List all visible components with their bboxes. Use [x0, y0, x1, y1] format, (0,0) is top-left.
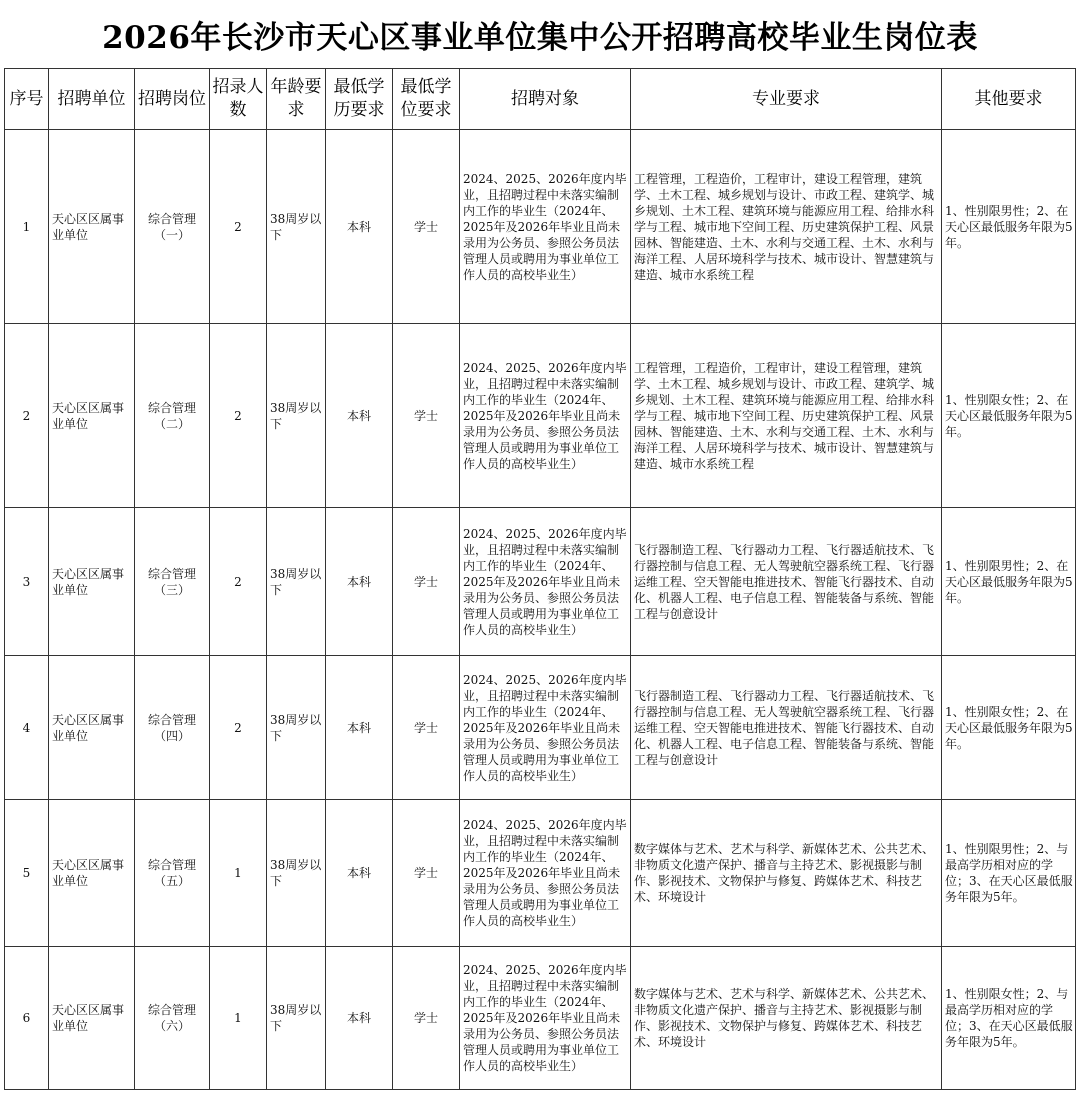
table-row [5, 508, 1076, 656]
cell-post: 综合管理（一） [135, 130, 210, 324]
cell-seq: 5 [5, 800, 49, 947]
cell-other: 1、性别限男性；2、在天心区最低服务年限为5年。 [942, 130, 1076, 324]
cell-age: 38周岁以下 [267, 800, 326, 947]
cell-seq: 3 [5, 508, 49, 656]
cell-age: 38周岁以下 [267, 324, 326, 508]
cell-major: 工程管理，工程造价，工程审计，建设工程管理，建筑学、土木工程、城乡规划与设计、市政工程、建筑学、城乡规划、土木工程、建筑环境与能源应用工程、给排水科学与工程、城市地下空间工程、历史建筑保护工程、风景园林、智能建造、土木、水利与交通工程、土木、水利与海洋工程、人居环境科学与技术、城市设计、智慧建筑与建造、城市水系统工程 [631, 130, 942, 324]
cell-target: 2024、2025、2026年度内毕业，且招聘过程中未落实编制内工作的毕业生（2024年、2025年及2026年毕业且尚未录用为公务员、参照公务员法管理人员或聘用为事业单位工作人员的高校毕业生） [460, 130, 631, 324]
cell-target: 2024、2025、2026年度内毕业，且招聘过程中未落实编制内工作的毕业生（2024年、2025年及2026年毕业且尚未录用为公务员、参照公务员法管理人员或聘用为事业单位工作人员的高校毕业生） [460, 324, 631, 508]
cell-other: 1、性别限女性；2、在天心区最低服务年限为5年。 [942, 656, 1076, 800]
cell-count: 1 [210, 947, 267, 1090]
header-edu: 最低学历要求 [326, 69, 393, 130]
page-title: 2026年长沙市天心区事业单位集中公开招聘高校毕业生岗位表 [102, 19, 978, 56]
cell-degree: 学士 [393, 800, 460, 947]
cell-target: 2024、2025、2026年度内毕业，且招聘过程中未落实编制内工作的毕业生（2024年、2025年及2026年毕业且尚未录用为公务员、参照公务员法管理人员或聘用为事业单位工作人员的高校毕业生） [460, 656, 631, 800]
header-degree: 最低学位要求 [393, 69, 460, 130]
cell-other: 1、性别限女性；2、与最高学历相对应的学位；3、在天心区最低服务年限为5年。 [942, 947, 1076, 1090]
cell-major: 数字媒体与艺术、艺术与科学、新媒体艺术、公共艺术、非物质文化遗产保护、播音与主持艺术、影视摄影与制作、影视技术、文物保护与修复、跨媒体艺术、科技艺术、环境设计 [631, 800, 942, 947]
positions-table [4, 68, 1076, 1090]
cell-unit: 天心区区属事业单位 [49, 324, 135, 508]
cell-edu: 本科 [326, 800, 393, 947]
cell-post: 综合管理（六） [135, 947, 210, 1090]
cell-count: 2 [210, 324, 267, 508]
cell-post: 综合管理（五） [135, 800, 210, 947]
cell-age: 38周岁以下 [267, 508, 326, 656]
header-major: 专业要求 [631, 69, 942, 130]
cell-post: 综合管理（二） [135, 324, 210, 508]
header-row [5, 69, 1076, 130]
cell-other: 1、性别限男性；2、在天心区最低服务年限为5年。 [942, 508, 1076, 656]
cell-age: 38周岁以下 [267, 947, 326, 1090]
cell-edu: 本科 [326, 508, 393, 656]
cell-unit: 天心区区属事业单位 [49, 130, 135, 324]
cell-unit: 天心区区属事业单位 [49, 508, 135, 656]
table-row [5, 130, 1076, 324]
cell-degree: 学士 [393, 947, 460, 1090]
cell-post: 综合管理（四） [135, 656, 210, 800]
cell-major: 飞行器制造工程、飞行器动力工程、飞行器适航技术、飞行器控制与信息工程、无人驾驶航空器系统工程、飞行器运维工程、空天智能电推进技术、智能飞行器技术、自动化、机器人工程、电子信息工程、智能装备与系统、智能工程与创意设计 [631, 656, 942, 800]
cell-age: 38周岁以下 [267, 130, 326, 324]
header-other: 其他要求 [942, 69, 1076, 130]
header-unit: 招聘单位 [49, 69, 135, 130]
cell-seq: 4 [5, 656, 49, 800]
header-seq: 序号 [5, 69, 49, 130]
cell-count: 2 [210, 656, 267, 800]
cell-degree: 学士 [393, 130, 460, 324]
cell-target: 2024、2025、2026年度内毕业，且招聘过程中未落实编制内工作的毕业生（2024年、2025年及2026年毕业且尚未录用为公务员、参照公务员法管理人员或聘用为事业单位工作人员的高校毕业生） [460, 800, 631, 947]
cell-target: 2024、2025、2026年度内毕业，且招聘过程中未落实编制内工作的毕业生（2024年、2025年及2026年毕业且尚未录用为公务员、参照公务员法管理人员或聘用为事业单位工作人员的高校毕业生） [460, 947, 631, 1090]
cell-degree: 学士 [393, 508, 460, 656]
header-count: 招录人数 [210, 69, 267, 130]
cell-count: 2 [210, 130, 267, 324]
cell-post: 综合管理（三） [135, 508, 210, 656]
cell-age: 38周岁以下 [267, 656, 326, 800]
cell-other: 1、性别限男性；2、与最高学历相对应的学位；3、在天心区最低服务年限为5年。 [942, 800, 1076, 947]
table-row [5, 800, 1076, 947]
cell-unit: 天心区区属事业单位 [49, 656, 135, 800]
cell-major: 飞行器制造工程、飞行器动力工程、飞行器适航技术、飞行器控制与信息工程、无人驾驶航空器系统工程、飞行器运维工程、空天智能电推进技术、智能飞行器技术、自动化、机器人工程、电子信息工程、智能装备与系统、智能工程与创意设计 [631, 508, 942, 656]
cell-target: 2024、2025、2026年度内毕业，且招聘过程中未落实编制内工作的毕业生（2024年、2025年及2026年毕业且尚未录用为公务员、参照公务员法管理人员或聘用为事业单位工作人员的高校毕业生） [460, 508, 631, 656]
cell-seq: 2 [5, 324, 49, 508]
cell-unit: 天心区区属事业单位 [49, 800, 135, 947]
cell-seq: 1 [5, 130, 49, 324]
cell-unit: 天心区区属事业单位 [49, 947, 135, 1090]
cell-other: 1、性别限女性；2、在天心区最低服务年限为5年。 [942, 324, 1076, 508]
cell-edu: 本科 [326, 130, 393, 324]
header-target: 招聘对象 [460, 69, 631, 130]
cell-major: 工程管理，工程造价，工程审计，建设工程管理，建筑学、土木工程、城乡规划与设计、市政工程、建筑学、城乡规划、土木工程、建筑环境与能源应用工程、给排水科学与工程、城市地下空间工程、历史建筑保护工程、风景园林、智能建造、土木、水利与交通工程、土木、水利与海洋工程、人居环境科学与技术、城市设计、智慧建筑与建造、城市水系统工程 [631, 324, 942, 508]
cell-edu: 本科 [326, 656, 393, 800]
table-row [5, 324, 1076, 508]
header-age: 年龄要求 [267, 69, 326, 130]
cell-degree: 学士 [393, 324, 460, 508]
cell-degree: 学士 [393, 656, 460, 800]
cell-edu: 本科 [326, 324, 393, 508]
header-post: 招聘岗位 [135, 69, 210, 130]
cell-count: 1 [210, 800, 267, 947]
cell-seq: 6 [5, 947, 49, 1090]
cell-edu: 本科 [326, 947, 393, 1090]
cell-count: 2 [210, 508, 267, 656]
table-row [5, 656, 1076, 800]
cell-major: 数字媒体与艺术、艺术与科学、新媒体艺术、公共艺术、非物质文化遗产保护、播音与主持艺术、影视摄影与制作、影视技术、文物保护与修复、跨媒体艺术、科技艺术、环境设计 [631, 947, 942, 1090]
table-row [5, 947, 1076, 1090]
